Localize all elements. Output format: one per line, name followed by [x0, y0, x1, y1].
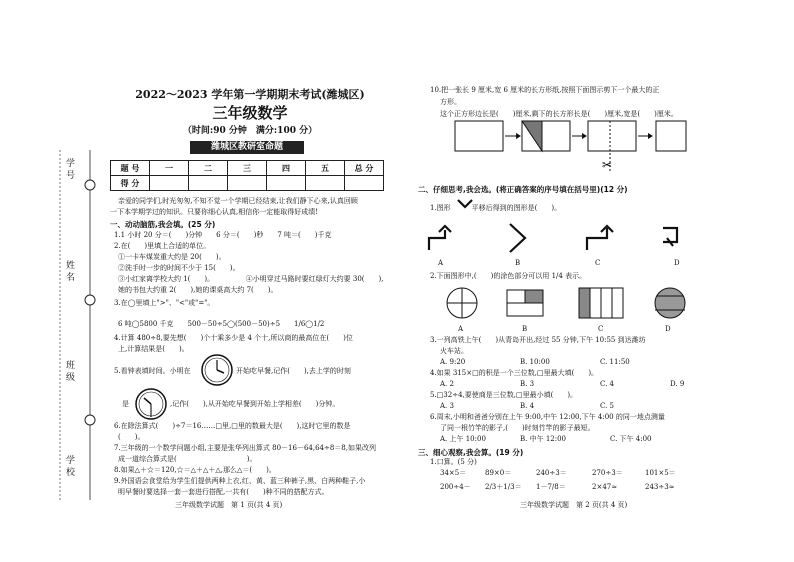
question-line: ①一卡车煤炭重大约是 20( )。 [118, 253, 226, 261]
id-label: 学 号 [64, 158, 74, 179]
calc-item: 2/3＋1/3＝ [485, 483, 522, 491]
calc-item: 89×0＝ [485, 469, 512, 477]
binding-lines [0, 0, 120, 562]
score-input-cell[interactable] [345, 176, 384, 191]
section-title: 一、动动脑筋,我会填。(25 分) [110, 220, 216, 229]
svg-text:✂: ✂ [602, 158, 613, 172]
question-line: 明早餐时要选择一套一套进行搭配,一共有( )种不同的搭配方式。 [118, 488, 329, 496]
section-title: 三、细心观察,我会算。(19 分) [418, 448, 524, 457]
option-label: B. 10:00 [520, 358, 550, 366]
option-label: B. 4 [520, 402, 535, 410]
score-input-cell[interactable] [228, 176, 267, 191]
calc-item: 2×47≈ [592, 483, 618, 491]
question-line: 5.□32÷4,要使商是三位数,□里最小填( )。 [430, 391, 578, 399]
calc-item: 101×5＝ [645, 469, 676, 477]
option-label: A [458, 325, 464, 333]
option-label: A [438, 259, 444, 267]
score-cell: 三 [228, 161, 267, 176]
option-label: B. 中午 12:00 [520, 435, 566, 443]
question-line: 是 [122, 400, 129, 408]
option-label: C. 5 [600, 402, 615, 410]
option-label: A. 3 [440, 402, 454, 410]
score-input-cell[interactable] [189, 176, 228, 191]
intro-line: 一下本学期学过的知识。只要你细心认真,相信你一定能取得好成绩! [110, 208, 319, 216]
question-line: 这个正方形边长是( )厘米,剩下的长方形长是( )厘米,宽是( )厘米。 [440, 110, 678, 118]
score-cell: 四 [267, 161, 306, 176]
option-label: C [598, 325, 604, 333]
question-line: ( )。 [118, 433, 145, 441]
question-line: 5.看钟表填时间。小明在 [114, 367, 191, 375]
option-label: B [515, 259, 521, 267]
subject-title: 三年级数学 [212, 104, 288, 122]
option-label: B. 3 [520, 380, 535, 388]
calc-item: 270÷3＝ [592, 469, 623, 477]
question-line: 10.把一张长 9 厘米,宽 6 厘米的长方形纸,按照下面图示剪下一个最大的正 [430, 86, 660, 94]
question-line: 4.计算 480÷8,要先想( )个十乘多少是 4 个十,所以商的最高位在( )位 [114, 334, 353, 342]
section-title: 二、仔细思考,我会选。(将正确答案的序号填在括号里)(12 分) [418, 185, 628, 194]
arrow-shape-icon [455, 196, 475, 216]
question-line: 6.在除法算式( )÷7＝16……□里,□里的数最大是( ),这时它里的数是 [114, 422, 351, 430]
option-label: D [674, 259, 680, 267]
author-banner: 潍城区教研室命题 [190, 141, 304, 154]
option-label: A. 2 [440, 380, 454, 388]
score-cell: 总 分 [345, 161, 384, 176]
clock-icon [200, 353, 234, 387]
page-footer: 三年级数学试题 第 2 页(共 4 页) [520, 501, 628, 509]
option-label: C. 4 [600, 380, 615, 388]
question-line: 8.如果△＋☆＝120,☆＝△＋△＋△,那么△＝( )。 [114, 466, 276, 474]
calc-item: 243÷3≈ [645, 483, 675, 491]
time-score: （时间:90 分钟 满分:100 分） [182, 126, 318, 136]
question-line: 3.一列高铁上午( )从青岛开出,经过 55 分钟,下午 10:55 到达潍坊 [430, 336, 646, 344]
question-line: 开始吃早餐,记作( ),去上学的时刻 [236, 367, 351, 375]
question-line: 9.外国语会食堂给为学生们提供两种上衣,红、黄、蓝三种裤子,黑、白两种鞋子,小 [114, 477, 366, 485]
question-line: 她的书包大约重 2( ),她的课桌高大约 7( )。 [118, 286, 278, 294]
score-cell: 题 号 [111, 161, 150, 176]
option-label: B [522, 325, 528, 333]
option-label: D [665, 325, 671, 333]
question-line: ②洗手时一步的时间不少于 15( )。 [118, 264, 240, 272]
q2-options-figure [445, 286, 695, 324]
question-line: 1.图形 平移后得到的图形是( )。 [430, 204, 562, 212]
question-line: 火车站。 [440, 347, 468, 355]
page-footer: 三年级数学试题 第 1 页(共 4 页) [175, 501, 283, 509]
score-table [110, 160, 384, 191]
folding-diagram [450, 116, 700, 176]
question-line: 4.如果 315×□的积是一个三位数,□里最大填( )。 [430, 369, 599, 377]
question-line: 3.在◯里填上">"、"<"或"="。 [114, 299, 215, 307]
question-line: 了同一根竹竿的影子,( )时刻竹竿的影子最短。 [440, 424, 595, 432]
calc-item: 1－7/8＝ [536, 483, 566, 491]
option-label: D. 9 [670, 380, 685, 388]
question-line: 7.三年级的一个数学问题小组,主要是张华列出算式 80－16－64,64÷8＝8,如果改列 [114, 444, 376, 452]
school-label: 学 校 [64, 455, 74, 476]
question-line: 1.1 小时 20 分＝( )分钟 6 分＝( )秒 7 吨＝( )千克 [114, 231, 332, 239]
score-input-cell[interactable] [150, 176, 189, 191]
option-label: A. 9:20 [440, 358, 466, 366]
question-line: 成一道综合算式是( )。 [118, 455, 257, 463]
question-line: 方形。 [440, 98, 461, 106]
score-table-header-row [111, 161, 384, 176]
score-input-cell[interactable] [306, 176, 345, 191]
question-line: 1.口算。(5 分) [430, 458, 477, 466]
question-line: 2.下面图形中,( )的涂色部分可以用 1/4 表示。 [430, 272, 587, 280]
option-label: C [595, 259, 601, 267]
question-line: 6 吨◯5800 千克 500－50÷5◯(500－50)÷5 1/6◯1/2 [118, 320, 325, 328]
clock-icon [134, 387, 168, 421]
score-cell: 二 [189, 161, 228, 176]
option-label: C. 11:50 [600, 358, 630, 366]
class-label: 班 级 [64, 360, 74, 381]
intro-line: 亲爱的同学们,时光匆匆,不知不觉一个学期已经结束,让我们静下心来,认真回顾 [118, 197, 358, 205]
score-input-cell[interactable] [267, 176, 306, 191]
score-cell: 五 [306, 161, 345, 176]
score-table-score-row [111, 176, 384, 191]
calc-item: 240÷3＝ [536, 469, 567, 477]
exam-title: 2022～2023 学年第一学期期末考试(潍城区) [135, 88, 365, 101]
option-label: A. 上午 10:00 [440, 435, 486, 443]
question-line: ,记作( ),从开始吃早餐到开始上学相差( )分钟。 [170, 400, 340, 408]
name-label: 姓 名 [64, 260, 74, 281]
question-line: 上,计算结果是( )。 [118, 345, 189, 353]
q1-options-figure [415, 218, 715, 258]
option-label: C. 下午 4:00 [610, 435, 652, 443]
question-line: 2.在( )里填上合适的单位。 [114, 242, 211, 250]
question-line: ③小红家离学校大约 1( )。 ④小明穿过马路时要红绿灯大约要 30( ), [118, 275, 384, 283]
question-line: 6.周末,小明和爸爸分别在上午 9:00,中午 12:00,下午 4:00 的同一地点测量 [430, 413, 665, 421]
calc-item: 34×5＝ [440, 469, 467, 477]
score-cell: 得 分 [111, 176, 150, 191]
score-cell: 一 [150, 161, 189, 176]
calc-item: 200÷4－ [440, 483, 471, 491]
